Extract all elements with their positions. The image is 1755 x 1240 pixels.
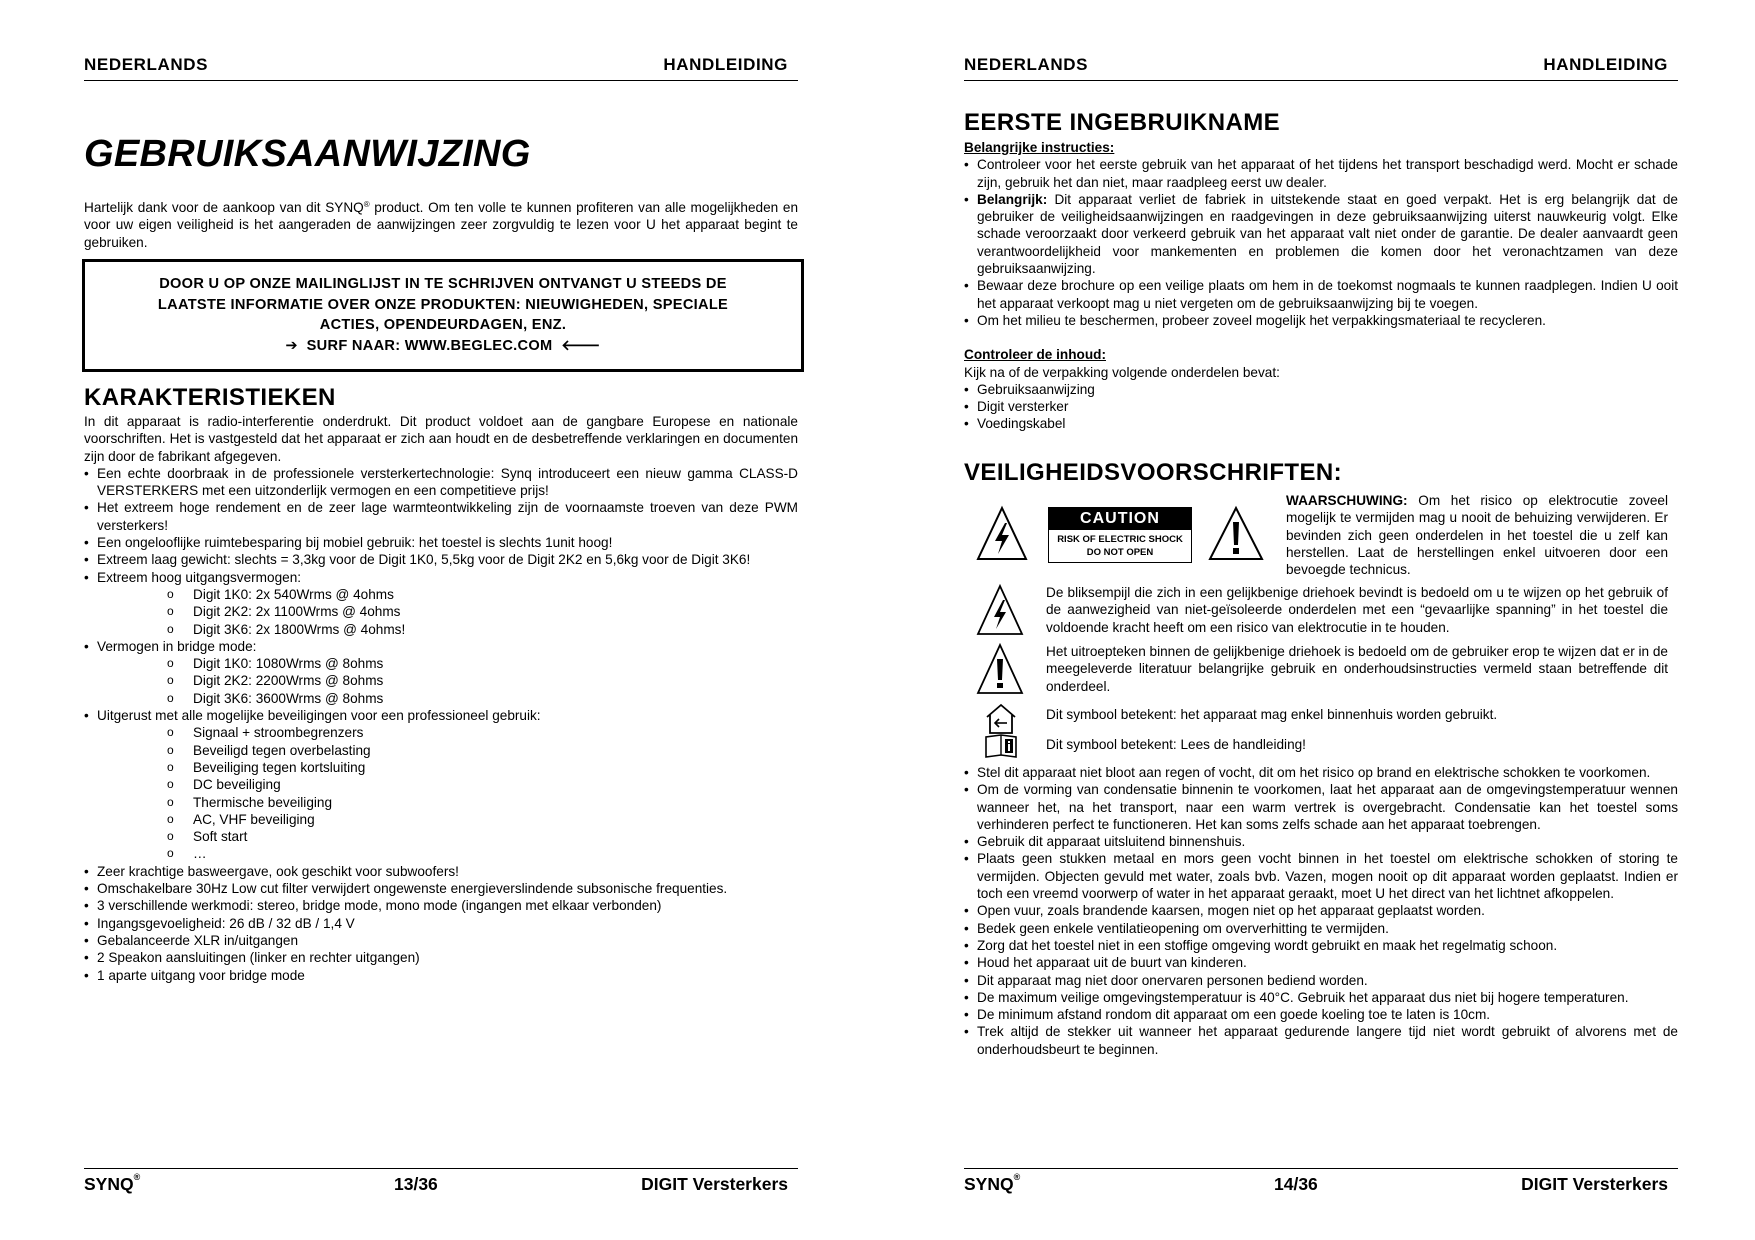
header-doc-type: HANDLEIDING <box>1543 55 1668 74</box>
sub-list-item: o Digit 3K6: 3600Wrms @ 8ohms <box>167 690 798 707</box>
footer-brand: SYNQ® <box>964 1172 1021 1194</box>
sub-list-item: o Digit 1K0: 1080Wrms @ 8ohms <box>167 655 798 672</box>
footer-product: DIGIT Versterkers <box>641 1174 788 1194</box>
mailing-line-2: LAATSTE INFORMATIE OVER ONZE PRODUKTEN: NIEUWIGHEDEN, SPECIALE <box>157 296 729 313</box>
lightning-symbol-row <box>976 584 1668 639</box>
list-item: • Omschakelbare 30Hz Low cut filter verwijdert ongewenste energieverslindende subsonische frequenties. <box>84 880 798 897</box>
sub-list-item: o Digit 2K2: 2x 1100Wrms @ 4ohms <box>167 603 798 620</box>
contents-list <box>964 381 1678 433</box>
intro-paragraph: Hartelijk dank voor de aankoop van dit SYNQ® product. Om ten volle te kunnen profiteren van alle mogelijkheden en voor uw eigen veiligheid is het aangeraden de aanwijzingen zeer zorgvuldig te lezen voor U het apparaat begint te gebruiken. <box>84 200 798 250</box>
list-item: • Extreem laag gewicht: slechts = 3,3kg voor de Digit 1K0, 5,5kg voor de Digit 2K2 en 5,6kg voor de Digit 3K6! <box>84 551 798 568</box>
list-item: • Dit apparaat mag niet door onervaren personen bediend worden. <box>964 972 1678 989</box>
website-link[interactable]: SURF NAAR: WWW.BEGLEC.COM <box>306 337 553 354</box>
sub-list-item: o Beveiliging tegen kortsluiting <box>167 759 798 776</box>
surf-line <box>85 336 801 357</box>
exclamation-warning-icon <box>976 643 1024 695</box>
exclamation-symbol-row <box>976 643 1668 698</box>
list-item: • Om de vorming van condensatie binnenin te voorkomen, laat het apparaat aan de omgevingstemperatuur wennen wanneer het, na het transport, naar een warm vertrek is overgebracht. Condensatie kan het toestel soms verhinderen perfect te functioneren. Het kan soms zelfs schade aan het apparaat toebrengen. <box>964 781 1678 833</box>
list-item: • Voedingskabel <box>964 415 1678 432</box>
sub-list-item: o AC, VHF beveiliging <box>167 811 798 828</box>
list-item: • Controleer voor het eerste gebruik van het apparaat of het tijdens het transport beschadigd werd. Mocht er schade zijn, gebruik het dan niet, maar raadpleeg eerst uw dealer. <box>964 156 1678 191</box>
list-item: • Om het milieu te beschermen, probeer zoveel mogelijk het verpakkingsmateriaal te recycleren. <box>964 312 1678 329</box>
list-item: • Bewaar deze brochure op een veilige plaats om hem in de toekomst nogmaals te kunnen raadplegen. Indien U ooit het apparaat verkoopt mag u niet vergeten om de gebruiksaanwijzing bij te voegen. <box>964 277 1678 312</box>
page-footer <box>84 1168 798 1198</box>
list-item: • Digit versterker <box>964 398 1678 415</box>
list-item: • Een echte doorbraak in de professionele versterkertechnologie: Synq introduceert een nieuw gamma CLASS-D VERSTERKERS met een uitzonderlijk vermogen en een competitieve prijs! <box>84 465 798 500</box>
caution-graphic <box>976 493 1296 570</box>
page-14 <box>964 0 1678 1240</box>
list-item: • Trek altijd de stekker uit wanneer het apparaat gedurende langere tijd niet wordt gebruikt of alvorens met de onderhoudsbeurt te beginnen. <box>964 1023 1678 1058</box>
indoor-use-icon <box>984 703 1018 735</box>
arrow-right-icon: ➔ <box>285 337 298 354</box>
contents-intro: Kijk na of de verpakking volgende onderdelen bevat: <box>964 364 1280 380</box>
caution-subtext: RISK OF ELECTRIC SHOCK DO NOT OPEN <box>1057 534 1183 558</box>
instructions-list <box>964 156 1678 329</box>
caution-label <box>1048 507 1192 563</box>
list-item: • Zeer krachtige basweergave, ook geschikt voor subwoofers! <box>84 863 798 880</box>
list-item: • Gebruiksaanwijzing <box>964 381 1678 398</box>
list-item: • Extreem hoog uitgangsvermogen: o Digit 1K0: 2x 540Wrms @ 4ohms o Digit 2K2: 2x 1100Wrms @ 4ohms o Digit 3K6: 2x 1800Wrms @ 4ohms! <box>84 569 798 638</box>
sub-list-item: o … <box>167 845 798 862</box>
sub-list-item: o Digit 1K0: 2x 540Wrms @ 4ohms <box>167 586 798 603</box>
first-use-heading: EERSTE INGEBRUIKNAME <box>964 109 1281 136</box>
sub-list-item: o Signaal + stroombegrenzers <box>167 724 798 741</box>
sub-list-item: o Digit 2K2: 2200Wrms @ 8ohms <box>167 672 798 689</box>
page-number: 13/36 <box>394 1174 438 1194</box>
page-header <box>964 55 1678 81</box>
list-item: • Zorg dat het toestel niet in een stoffige omgeving wordt gebruikt en maak het regelmatig schoon. <box>964 937 1678 954</box>
mailing-list-box <box>82 259 804 372</box>
footer-product: DIGIT Versterkers <box>1521 1174 1668 1194</box>
list-item: • Vermogen in bridge mode: o Digit 1K0: 1080Wrms @ 8ohms o Digit 2K2: 2200Wrms @ 8ohms o Digit 3K6: 3600Wrms @ 8ohms <box>84 638 798 707</box>
caution-title: CAUTION <box>1049 508 1191 530</box>
list-item: • De minimum afstand rondom dit apparaat om een goede koeling toe te laten is 10cm. <box>964 1006 1678 1023</box>
lightning-warning-icon <box>976 505 1028 562</box>
footer-brand: SYNQ® <box>84 1172 141 1194</box>
mailing-line-1: DOOR U OP ONZE MAILINGLIJST IN TE SCHRIJVEN ONTVANGT U STEEDS DE <box>159 276 727 292</box>
first-use-section <box>964 139 1678 433</box>
safety-list <box>964 764 1678 1058</box>
page-title: GEBRUIKSAANWIJZING <box>84 133 531 175</box>
list-item: • Het extreem hoge rendement en de zeer lage warmteontwikkeling zijn de voornaamste troeven van deze PWM versterkers! <box>84 499 798 534</box>
bridge-power-list <box>167 655 798 707</box>
exclamation-warning-icon <box>1208 505 1264 562</box>
header-doc-type: HANDLEIDING <box>663 55 788 74</box>
list-item: • Houd het apparaat uit de buurt van kinderen. <box>964 954 1678 971</box>
list-item: • Belangrijk: Dit apparaat verliet de fabriek in uitstekende staat en goed verpakt. Het is erg belangrijk dat de gebruiker de veiligheidsaanwijzingen en raadgevingen in deze gebruiksaanwijzing uiterst nauwkeurig volgt. Elke schade veroorzaakt door verkeerd gebruik van het apparaat valt niet onder de garantie. De dealer aanvaardt geen verantwoordelijkheid voor mankementen en problemen die komen door het veronachtzamen van deze gebruiksaanwijzing. <box>964 191 1678 277</box>
manual-symbol-row <box>976 733 1668 759</box>
list-item: • Ingangsgevoeligheid: 26 dB / 32 dB / 1,4 V <box>84 915 798 932</box>
lightning-explanation: De bliksempijl die zich in een gelijkbenige driehoek bevindt is bedoeld om u te wijzen op het gebruik of de aanwezigheid van niet-geïsoleerde onderdelen met een “gevaarlijke spanning” in het toestel die voldoende kracht heeft om een risico van elektrocutie in te houden. <box>1046 585 1668 635</box>
instructions-label: Belangrijke instructies: <box>964 140 1115 155</box>
contents-label: Controleer de inhoud: <box>964 347 1106 363</box>
exclamation-explanation: Het uitroepteken binnen de gelijkbenige driehoek is bedoeld om de gebruiker erop te wijzen dat er in de meegeleverde literatuur belangrijke gebruik en onderhoudsinstructies vermeld staan betreffende dit onderdeel. <box>1046 644 1668 694</box>
list-item: • Open vuur, zoals brandende kaarsen, mogen niet op het apparaat geplaatst worden. <box>964 902 1678 919</box>
list-item: • Gebruik dit apparaat uitsluitend binnenshuis. <box>964 833 1678 850</box>
mailing-line-3: ACTIES, OPENDEURDAGEN, ENZ. <box>319 317 567 333</box>
list-item: • 2 Speakon aansluitingen (linker en rechter uitgangen) <box>84 949 798 966</box>
output-power-list <box>167 586 798 638</box>
list-item: • Stel dit apparaat niet bloot aan regen of vocht, dit om het risico op brand en elektrische schokken te voorkomen. <box>964 764 1678 781</box>
lightning-warning-icon <box>976 584 1024 636</box>
indoor-explanation: Dit symbool betekent: het apparaat mag enkel binnenhuis worden gebruikt. <box>1046 707 1498 722</box>
safety-section <box>964 764 1678 1058</box>
header-language: NEDERLANDS <box>964 55 1089 74</box>
warning-text: WAARSCHUWING: Om het risico op elektrocutie zoveel mogelijk te vermijden mag u nooit de behuizing verwijderen. Er bevinden zich geen onderdelen in het toestel die u zelf kan herstellen. Laat de herstellingen enkel uitvoeren door een bevoegde technicus. <box>1286 493 1668 578</box>
list-item: • 1 aparte uitgang voor bridge mode <box>84 967 798 984</box>
features-heading: KARAKTERISTIEKEN <box>84 384 336 411</box>
list-item: • De maximum veilige omgevingstemperatuur is 40°C. Gebruik het apparaat dus niet bij hogere temperaturen. <box>964 989 1678 1006</box>
sub-list-item: o Thermische beveiliging <box>167 794 798 811</box>
sub-list-item: o Digit 3K6: 2x 1800Wrms @ 4ohms! <box>167 621 798 638</box>
page-header <box>84 55 798 81</box>
sub-list-item: o Beveiligd tegen overbelasting <box>167 742 798 759</box>
protection-list <box>167 724 798 862</box>
header-language: NEDERLANDS <box>84 55 209 74</box>
arrow-left-icon: 🡐 <box>561 337 601 354</box>
list-item: • Uitgerust met alle mogelijke beveiligingen voor een professioneel gebruik: o Signaal + stroombegrenzers o Beveiligd tegen overbelasting o Beveiliging tegen kortsluiting o DC beveiliging o Thermische beveiliging o AC, VHF beveiliging o Soft start o … <box>84 707 798 863</box>
list-item: • Bedek geen enkele ventilatieopening om oververhitting te vermijden. <box>964 920 1678 937</box>
read-manual-icon <box>984 733 1018 759</box>
manual-explanation: Dit symbool betekent: Lees de handleiding! <box>1046 737 1306 752</box>
page-number: 14/36 <box>1274 1174 1318 1194</box>
features-section <box>84 413 798 984</box>
features-list <box>84 465 798 984</box>
sub-list-item: o DC beveiliging <box>167 776 798 793</box>
list-item: • 3 verschillende werkmodi: stereo, bridge mode, mono mode (ingangen met elkaar verbonden) <box>84 897 798 914</box>
list-item: • Een ongelooflijke ruimtebesparing bij mobiel gebruik: het toestel is slechts 1unit hoog! <box>84 534 798 551</box>
page-13 <box>84 0 798 1240</box>
list-item: • Gebalanceerde XLR in/uitgangen <box>84 932 798 949</box>
sub-list-item: o Soft start <box>167 828 798 845</box>
safety-heading: VEILIGHEIDSVOORSCHRIFTEN: <box>964 459 1343 486</box>
features-intro: In dit apparaat is radio-interferentie onderdrukt. Dit product voldoet aan de gangbare Europese en nationale voorschriften. Het is vastgesteld dat het apparaat er zich aan houdt en de desbetreffende verklaringen en documenten zijn door de fabrikant afgegeven. <box>84 414 798 464</box>
list-item: • Plaats geen stukken metaal en mors geen vocht binnen in het toestel om elektrische schokken of storing te vermijden. Objecten gevuld met water, zoals bvb. Vazen, mogen nooit op dit apparaat worden geplaatst. Indien er toch een vreemd voorwerp of water in het apparaat geraakt, moet U het direct van het lichtnet afkoppelen. <box>964 850 1678 902</box>
page-footer <box>964 1168 1678 1198</box>
indoor-symbol-row <box>976 703 1668 733</box>
